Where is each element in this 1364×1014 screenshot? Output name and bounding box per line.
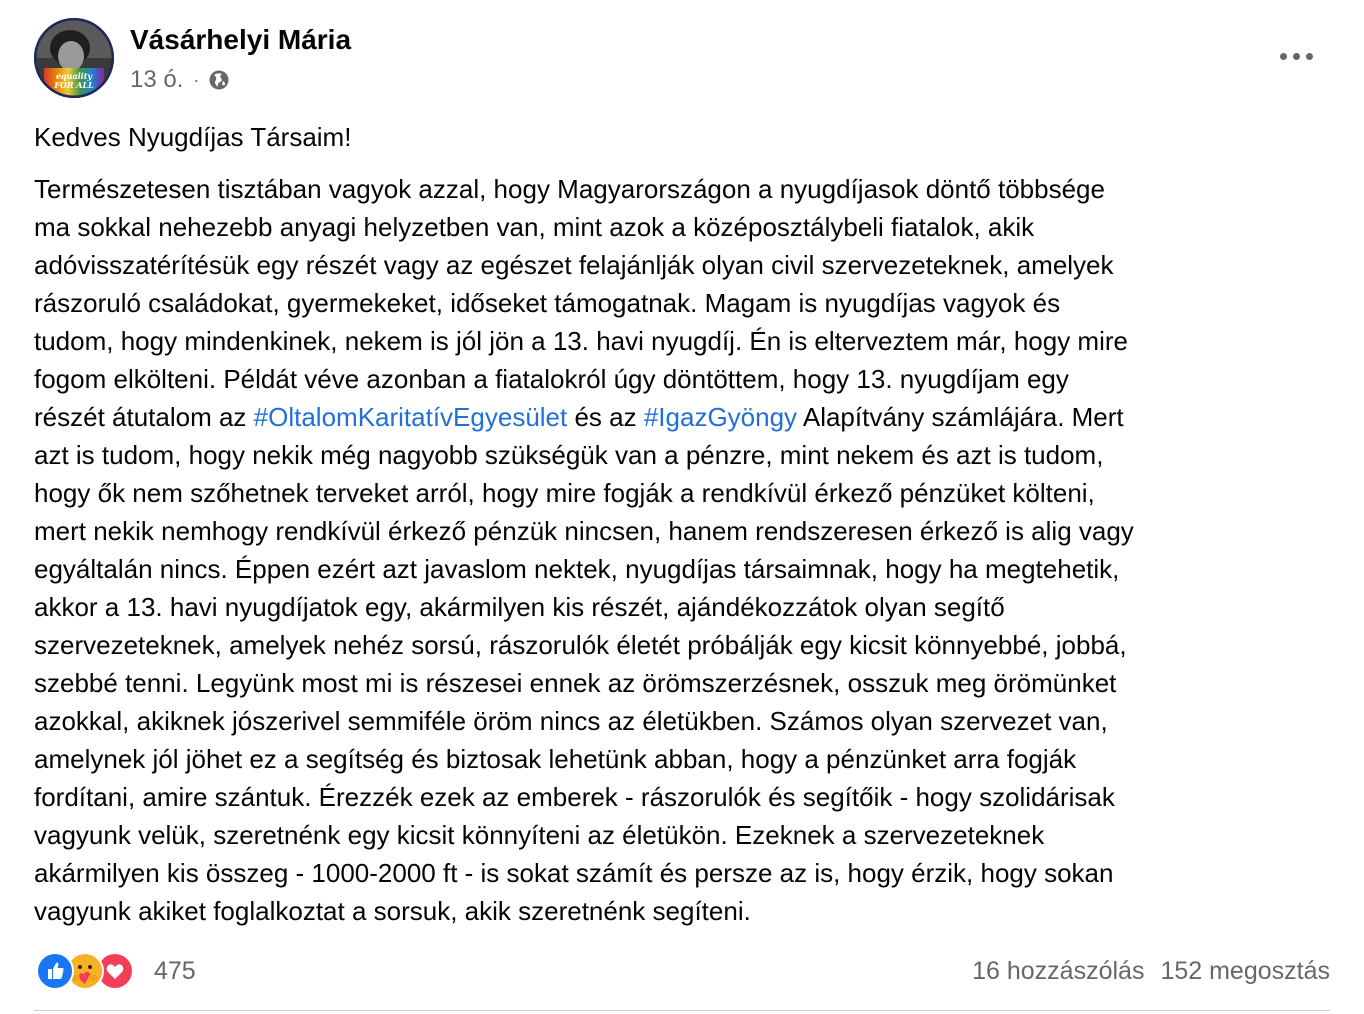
post-text-segment: egyáltalán nincs. Éppen ezért azt javaslom nektek, nyugdíjas társaimnak, hogy ha megtehetik, <box>34 554 1120 584</box>
avatar-badge-text: equality FOR ALL <box>54 71 94 90</box>
post-text-segment: mert nekik nemhogy rendkívül érkező pénzük nincsen, hanem rendszeresen érkező is alig vagy <box>34 516 1134 546</box>
post-text-segment: fogom elkölteni. Példát véve azonban a fiatalokról úgy döntöttem, hogy 13. nyugdíjam egy <box>34 364 1069 394</box>
post-text-segment: Természetesen tisztában vagyok azzal, hogy Magyarországon a nyugdíjasok döntő többsége <box>34 174 1105 204</box>
post-text-line <box>34 170 1334 208</box>
post-text-line <box>34 740 1334 778</box>
more-dot-icon <box>1306 53 1313 60</box>
meta-separator: · <box>193 69 200 90</box>
post-text-line <box>34 550 1334 588</box>
post-text-line <box>34 398 1334 436</box>
post-text-line <box>34 322 1334 360</box>
post-text-line <box>34 284 1334 322</box>
post-timestamp[interactable]: 13 ó. <box>130 66 184 93</box>
reactions-summary[interactable] <box>36 952 196 990</box>
globe-icon[interactable] <box>208 69 230 91</box>
post-text-line <box>34 588 1334 626</box>
shares-count-link[interactable]: 152 megosztás <box>1160 956 1330 985</box>
post-text-line <box>34 816 1334 854</box>
post-text-segment: azokkal, akiknek jószerivel semmiféle öröm nincs az életükben. Számos olyan szervezet van, <box>34 706 1108 736</box>
post-text-segment: Alapítvány számlájára. Mert <box>797 402 1124 432</box>
post-body <box>34 170 1334 930</box>
post-text-segment: fordítani, amire szántuk. Érezzék ezek az emberek - rászorulók és segítőik - hogy szolidárisak <box>34 782 1115 812</box>
post-text-line <box>34 778 1334 816</box>
post-text-segment: akkor a 13. havi nyugdíjatok egy, akármilyen kis részét, ajándékozzátok olyan segítő <box>34 592 1005 622</box>
post-text-segment: adóvisszatérítésük egy részét vagy az egészet felajánlják olyan civil szervezeteknek, amelyek <box>34 250 1114 280</box>
hashtag-link[interactable]: #OltalomKaritatívEgyesület <box>253 402 568 432</box>
post-text-segment: vagyunk akiket foglalkoztat a sorsuk, akik szeretnénk segíteni. <box>34 896 751 926</box>
post-text-segment: részét átutalom az <box>34 402 254 432</box>
post-text-segment: és az <box>567 402 644 432</box>
post-text-line <box>34 702 1334 740</box>
reaction-count: 475 <box>154 956 196 985</box>
post-text-segment: hogy ők nem szőhetnek terveket arról, hogy mire fogják a rendkívül érkező pénzüket költeni, <box>34 478 1095 508</box>
post-text-line <box>34 626 1334 664</box>
more-dot-icon <box>1280 53 1287 60</box>
post-text-line <box>34 208 1334 246</box>
post-text-line <box>34 664 1334 702</box>
post-text-line <box>34 246 1334 284</box>
like-icon <box>36 952 74 990</box>
post-meta <box>130 64 230 96</box>
author-name[interactable]: Vásárhelyi Mária <box>130 24 352 55</box>
post-text-segment: tudom, hogy mindenkinek, nekem is jól jön a 13. havi nyugdíj. Én is elterveztem már, hogy mire <box>34 326 1128 356</box>
post-text-segment: ma sokkal nehezebb anyagi helyzetben van, mint azok a középosztálybeli fiatalok, akik <box>34 212 1035 242</box>
post-text-line <box>34 474 1334 512</box>
post-text-line <box>34 360 1334 398</box>
post-text-line <box>34 512 1334 550</box>
post-text-segment: akármilyen kis összeg - 1000-2000 ft - is sokat számít és persze az is, hogy érzik, hogy sokan <box>34 858 1114 888</box>
more-dot-icon <box>1293 53 1300 60</box>
post-text-segment: szervezeteknek, amelyek nehéz sorsú, rászorulók életét próbálják egy kicsit könnyebbé, jobbá, <box>34 630 1127 660</box>
post-stats <box>972 952 1330 990</box>
post-text-segment: azt is tudom, hogy nekik még nagyobb szükségük van a pénzre, mint nekem és azt is tudom, <box>34 440 1104 470</box>
avatar[interactable] <box>34 18 114 98</box>
post-text-segment: vagyunk velük, szeretnénk egy kicsit könnyíteni az életükön. Ezeknek a szervezeteknek <box>34 820 1045 850</box>
post-greeting: Kedves Nyugdíjas Társaim! <box>34 122 352 152</box>
comments-count-link[interactable]: 16 hozzászólás <box>972 956 1145 985</box>
post-text-line <box>34 436 1334 474</box>
post-text-segment: rászoruló családokat, gyermekeket, időseket támogatnak. Magam is nyugdíjas vagyok és <box>34 288 1061 318</box>
post-text-line <box>34 892 1334 930</box>
post-text-line <box>34 854 1334 892</box>
post-text-segment: szebbé tenni. Legyünk most mi is részesei ennek az örömszerzésnek, osszuk meg örömünket <box>34 668 1117 698</box>
post-text-segment: amelynek jól jöhet ez a segítség és biztosak lehetünk abban, hogy a pénzünket arra fogják <box>34 744 1077 774</box>
more-options-button[interactable] <box>1272 36 1320 76</box>
footer-divider <box>34 1010 1330 1011</box>
hashtag-link[interactable]: #IgazGyöngy <box>643 402 798 432</box>
